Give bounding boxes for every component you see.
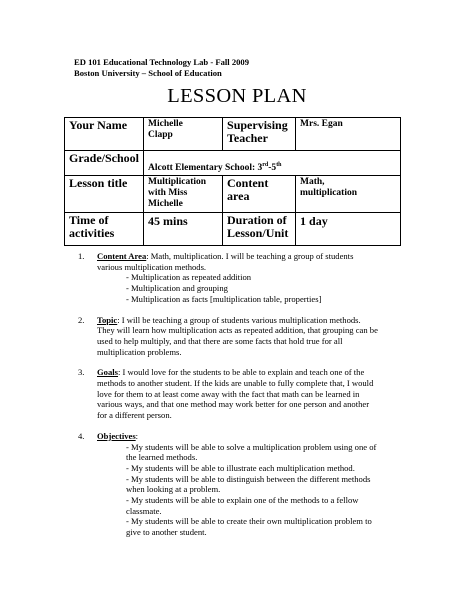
objective-line: give to another student. [126,527,207,538]
paragraph-line: for a different person. [97,410,172,421]
lesson-title-label: Lesson title [65,176,144,213]
section-topic [78,315,408,358]
objective-line: - My students will be able to create their own multiplication problem to [126,516,372,527]
content-area-value: Math, multiplication [296,176,401,213]
content-area-label: Content area [223,176,296,213]
table-row [65,151,401,176]
bullet-item: - Multiplication as repeated addition [126,272,252,283]
paragraph-line: : I would love for the students to be able to explain and teach one of the [118,367,365,378]
table-row [65,176,401,213]
objective-line: - My students will be able to solve a multiplication problem using one of [126,441,377,452]
paragraph-line: methods to another student. If the kids are unable to fully complete that, I would [97,378,374,389]
lesson-body [78,251,408,548]
table-row [65,213,401,246]
section-number: 3. [78,367,85,378]
duration-value: 1 day [296,213,401,246]
section-number: 2. [78,314,85,325]
lesson-info-table [64,117,401,246]
objective-line: classmate. [126,505,162,516]
time-of-activities-value: 45 mins [144,213,223,246]
content-area-text: : Math, multiplication. I will be teaching a group of students [146,251,354,261]
grade-school-value: Alcott Elementary School: 3rd-5th [144,151,401,176]
page-title: LESSON PLAN [167,85,307,107]
bullet-item: - Multiplication as facts [multiplication table, properties] [126,293,322,304]
section-number: 4. [78,430,85,441]
document-header [74,57,249,79]
bullet-item: - Multiplication and grouping [126,283,228,294]
section-content-area [78,251,408,305]
objective-line: - My students will be able to explain one of the methods to a fellow [126,495,359,506]
content-area-heading: Content Area [97,251,147,261]
grade-school-label: Grade/School [65,151,144,176]
table-row [65,118,401,151]
objective-line: - My students will be able to distinguish between the different methods [126,473,371,484]
section-number: 1. [78,251,85,261]
supervising-teacher-value: Mrs. Egan [296,118,401,151]
supervising-teacher-label: Supervising Teacher [223,118,296,151]
topic-heading: Topic [97,314,118,325]
section-goals [78,367,408,421]
objective-line: when looking at a problem. [126,484,221,495]
objective-line: the learned methods. [126,452,198,463]
paragraph-line: used to help multiply, and that there are some facts that hold true for all [97,335,343,346]
section-objectives [78,431,408,538]
course-line: ED 101 Educational Technology Lab - Fall 2009 [74,57,250,67]
content-area-text-2: various multiplication methods. [97,261,207,272]
objective-line: - My students will be able to illustrate each multiplication method. [126,462,355,473]
duration-label: Duration of Lesson/Unit [223,213,296,246]
objectives-colon: : [135,430,139,441]
objectives-heading: Objectives [97,430,136,441]
paragraph-line: various ways, and that one method may work better for one person and another [97,399,370,410]
time-of-activities-label: Time of activities [65,213,144,246]
lesson-title-value: Multiplication with Miss Michelle [144,176,223,213]
goals-heading: Goals [97,367,119,378]
paragraph-line: They will learn how multiplication acts as repeated addition, that grouping can be [97,325,378,336]
paragraph-line: multiplication problems. [97,346,182,357]
paragraph-line: love for them to at least come away with the fact that math can be learned in [97,388,360,399]
school-line: Boston University – School of Education [74,68,222,78]
your-name-label: Your Name [65,118,144,151]
your-name-value: Michelle Clapp [144,118,223,151]
paragraph-line: : I will be teaching a group of students various multiplication methods. [117,314,361,325]
